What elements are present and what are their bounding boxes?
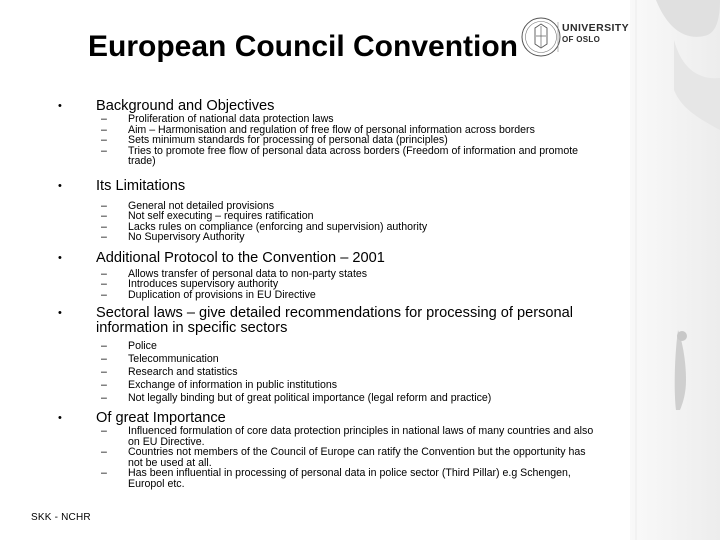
dash-icon: – [101,288,107,301]
list-item-text: General not detailed provisions [128,199,275,212]
dash-icon: – [101,123,107,136]
list-item [58,232,598,243]
list-item [58,426,598,447]
list-item-text: Tries to promote free flow of personal data across borders (Freedom of information and promote trade) [128,144,579,167]
bullet-list [58,340,598,405]
section-heading [58,251,598,266]
section-heading [58,306,598,336]
list-item-text: Proliferation of national data protection laws [128,113,334,125]
dash-icon: – [101,210,107,222]
dash-icon: – [101,144,107,157]
list-item-text: Research and statistics [128,366,238,378]
list-item [58,290,598,301]
slide-footer: SKK - NCHR [31,512,91,523]
logo-line-1: UNIVERSITY [562,22,630,34]
section-heading-text: Background and Objectives [96,98,275,114]
list-item [58,353,598,366]
bullet-list [58,426,598,489]
list-item-text: Countries not members of the Council of Europe can ratify the Convention but the opportunity has not be used at all. [128,446,586,469]
list-item [58,468,598,489]
dash-icon: – [101,353,107,365]
dash-icon: – [101,340,107,352]
dash-icon: – [101,220,107,233]
bullet-icon: • [58,251,62,264]
dash-icon: – [101,392,107,404]
bullet-list [58,201,598,243]
dash-icon: – [101,231,107,243]
list-item-text: No Supervisory Authority [128,231,245,243]
list-item-text: Police [128,340,157,352]
bullet-icon: • [58,412,62,424]
list-item [58,392,598,405]
dash-icon: – [101,199,107,212]
logo-line-2: OF OSLO [562,35,601,44]
list-item [58,366,598,379]
dash-icon: – [101,267,107,280]
list-item-text: Sets minimum standards for processing of personal data (principles) [128,134,448,146]
list-item-text: Telecommunication [128,353,219,365]
list-item [58,146,598,167]
section-heading-text: Additional Protocol to the Convention – 2001 [96,249,385,266]
section-additional-protocol [58,251,598,301]
dash-icon: – [101,113,107,125]
slide-title: European Council Convention [88,30,519,63]
list-item-text: Not legally binding but of great political importance (legal reform and practice) [128,392,492,404]
section-heading-text: Its Limitations [96,177,186,194]
section-heading [58,411,598,426]
dash-icon: – [101,425,107,437]
list-item-text: Duplication of provisions in EU Directive [128,288,316,301]
dash-icon: – [101,379,107,391]
section-importance [58,411,598,489]
list-item-text: Aim – Harmonisation and regulation of free flow of personal information across borders [128,123,535,136]
bullet-list [58,269,598,301]
list-item-text: Lacks rules on compliance (enforcing and supervision) authority [128,220,428,233]
list-item-text: Not self executing – requires ratification [128,210,314,222]
slide-content [58,99,598,489]
list-item-text: Exchange of information in public institutions [128,379,338,391]
dash-icon: – [101,467,107,479]
section-heading-text: Sectoral laws – give detailed recommendations for processing of personal information in specific sectors [96,305,573,336]
statue-decoration-icon [616,0,720,540]
list-item [58,379,598,392]
dash-icon: – [101,366,107,378]
section-heading [58,179,598,194]
section-background [58,99,598,167]
dash-icon: – [101,134,107,146]
list-item [58,447,598,468]
list-item-text: Allows transfer of personal data to non-party states [128,267,368,280]
university-logo-text [562,23,629,45]
list-item [58,340,598,353]
bullet-icon: • [58,307,62,319]
section-heading-text: Of great Importance [96,410,226,426]
bullet-icon: • [58,100,62,112]
list-item-text: Has been influential in processing of personal data in police sector (Third Pillar) e.g Schengen, Europol etc. [128,467,571,490]
list-item-text: Introduces supervisory authority [128,278,279,290]
dash-icon: – [101,446,107,458]
bullet-list [58,114,598,167]
section-heading [58,99,598,114]
section-sectoral-laws [58,306,598,405]
section-limitations [58,179,598,243]
bullet-icon: • [58,179,62,192]
dash-icon: – [101,278,107,290]
list-item-text: Influenced formulation of core data protection principles in national laws of many countries and also on EU Directive. [128,425,594,448]
